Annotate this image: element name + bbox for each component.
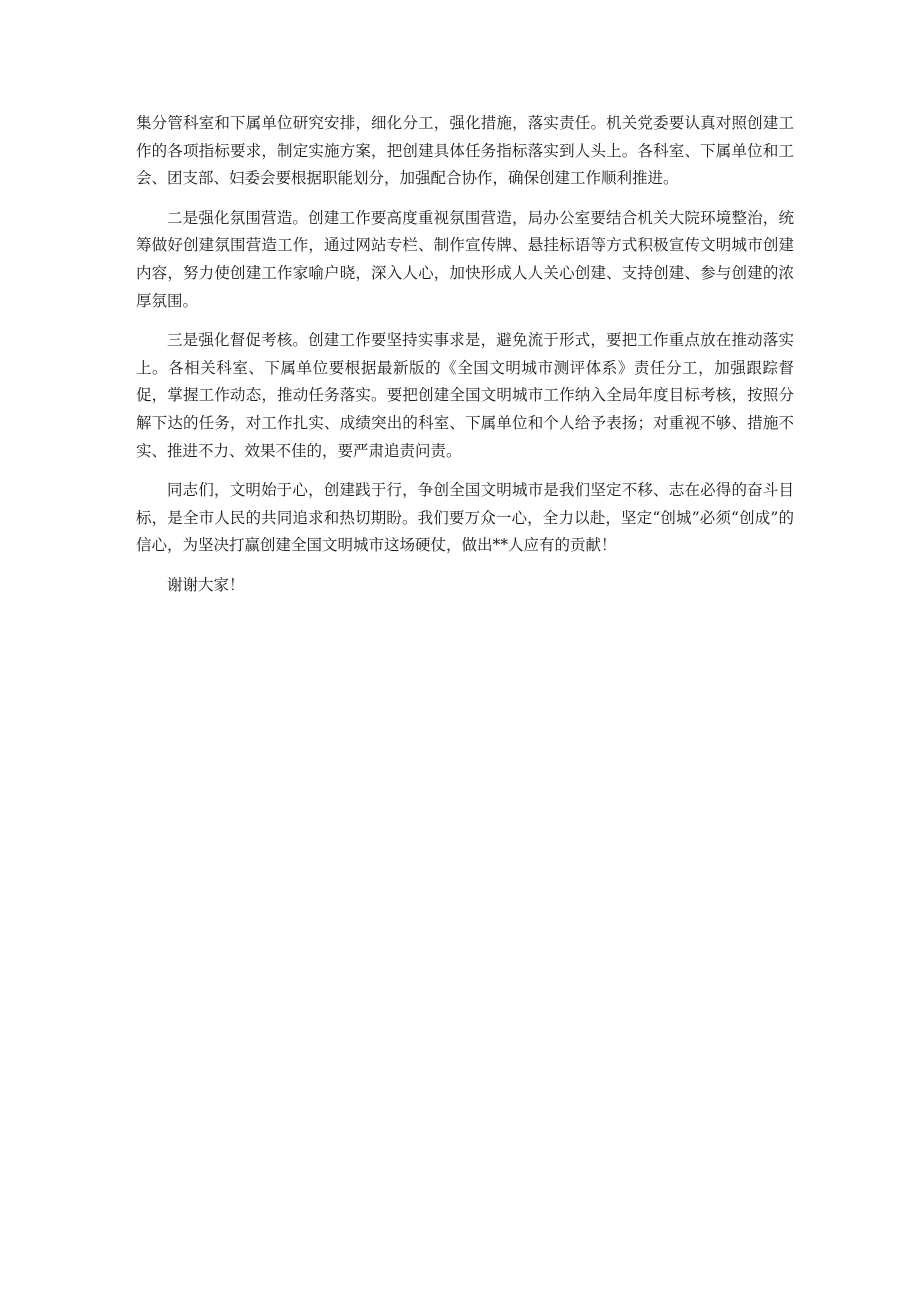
paragraph-3: 三是强化督促考核。创建工作要坚持实事求是，避免流于形式，要把工作重点放在推动落实上。各相关科室、下属单位要根据最新版的《全国文明城市测评体系》责任分工，加强跟踪督促，掌握工作动态，推动任务落实。要把创建全国文明城市工作纳入全局年度目标考核，按照分解下达的任务，对工作扎实、成绩突出的科室、下属单位和个人给予表扬；对重视不够、措施不实、推进不力、效果不佳的，要严肃追责问责。 — [136, 331, 794, 460]
document-body — [136, 110, 794, 612]
paragraph-2: 二是强化氛围营造。创建工作要高度重视氛围营造，局办公室要结合机关大院环境整治，统筹做好创建氛围营造工作，通过网站专栏、制作宣传牌、悬挂标语等方式积极宣传文明城市创建内容，努力使创建工作家喻户晓，深入人心，加快形成人人关心创建、支持创建、参与创建的浓厚氛围。 — [136, 208, 794, 310]
paragraph-4: 同志们，文明始于心，创建践于行，争创全国文明城市是我们坚定不移、志在必得的奋斗目标，是全市人民的共同追求和热切期盼。我们要万众一心，全力以赴，坚定“创城”必须“创成”的信心，为坚决打赢创建全国文明城市这场硬仗，做出**人应有的贡献！ — [136, 481, 794, 555]
paragraph-1: 集分管科室和下属单位研究安排，细化分工，强化措施，落实责任。机关党委要认真对照创建工作的各项指标要求，制定实施方案，把创建具体任务指标落实到人头上。各科室、下属单位和工会、团支部、妇委会要根据职能划分，加强配合协作，确保创建工作顺利推进。 — [136, 114, 794, 188]
paragraph-closing: 谢谢大家！ — [167, 575, 245, 594]
